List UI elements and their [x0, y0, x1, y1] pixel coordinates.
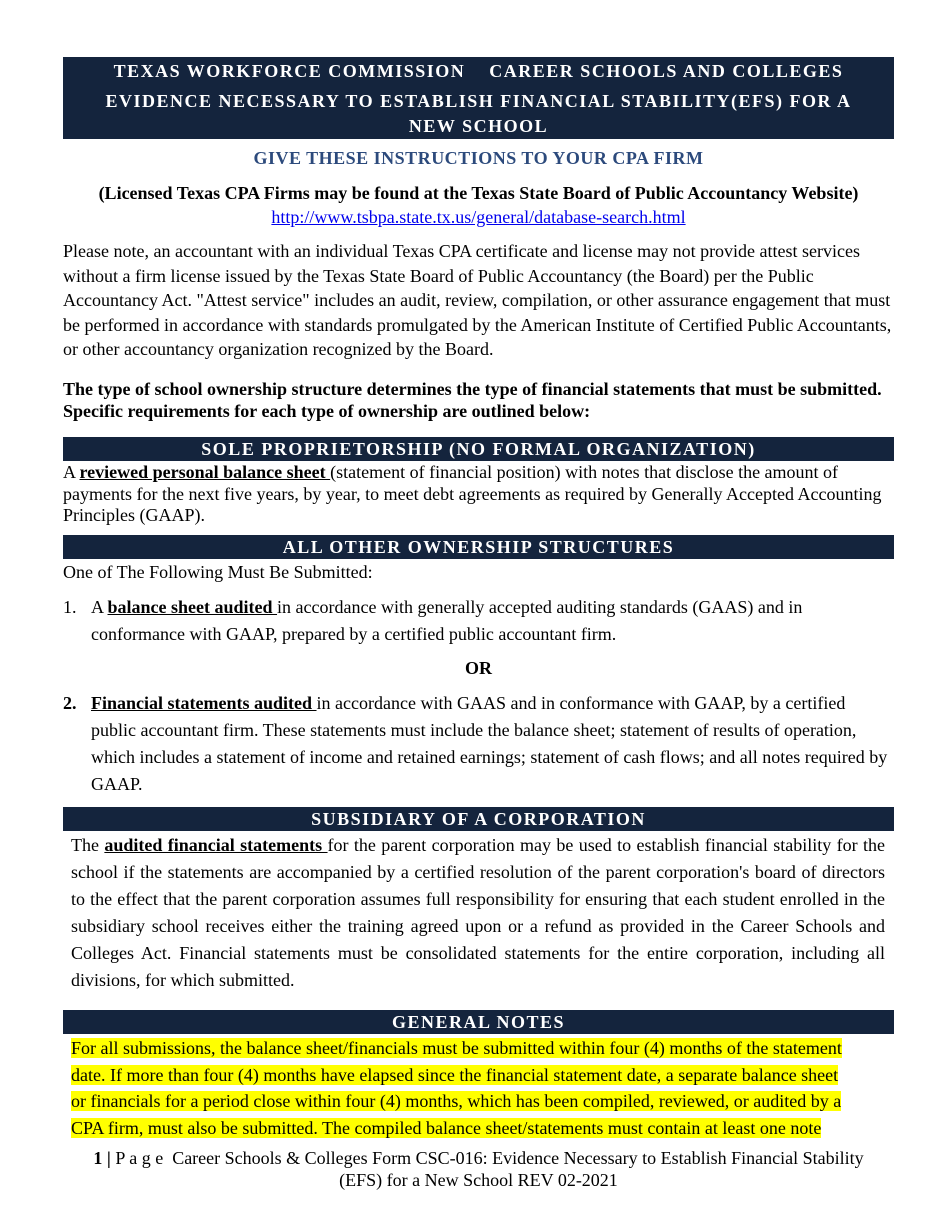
header-line-1: TEXAS WORKFORCE COMMISSION CAREER SCHOOLS AND COLLEGES [113, 61, 844, 81]
general-line-4: CPA firm, must also be submitted. The compiled balance sheet/statements must contain at least one note [71, 1117, 822, 1138]
footer-form-title: Career Schools & Colleges Form CSC-016: Evidence Necessary to Establish Financial Stability [163, 1148, 864, 1168]
instructions-heading: GIVE THESE INSTRUCTIONS TO YOUR CPA FIRM [253, 148, 704, 168]
item-2-emph: Financial statements audited [91, 693, 317, 713]
please-note-paragraph: Please note, an accountant with an individual Texas CPA certificate and license may not provide attest services without a firm license issued by the Texas State Board of Public Accountancy (the Board) per the Public Accountancy Act. "Attest service" includes an audit, review, compilation, or other assurance engagement that must be performed in accordance with standards promulgated by the American Institute of Certified Public Accountants, or other accountancy organization recognized by the Board. [63, 241, 892, 359]
item-2-post: in accordance with GAAS and in conformance with GAAP, by a certified public accountant firm. These statements must include the balance sheet; statement of results of operation, which includes a statement of income and retained earnings; statement of cash flows; and all notes required by GAAP. [91, 693, 888, 794]
page-number: 1 [93, 1148, 103, 1168]
item-1-paragraph [91, 594, 881, 648]
ownership-intro: The type of school ownership structure determines the type of financial statements that must be submitted. Specific requirements for each type of ownership are outlined below: [63, 379, 882, 421]
item-2-paragraph [91, 690, 891, 798]
item-1-number: 1. [63, 597, 77, 617]
sole-emph: reviewed personal balance sheet [79, 462, 331, 482]
item-1-emph: balance sheet audited [107, 597, 278, 617]
cpa-website-link[interactable]: http://www.tsbpa.state.tx.us/general/database-search.html [271, 207, 686, 227]
sole-paragraph [63, 462, 895, 527]
page-word: P a g e [115, 1148, 164, 1168]
sole-post: (statement of financial position) with notes that disclose the amount of payments for the next five years, by year, to meet debt agreements as required by Generally Accepted Accounting Principles (GAAP). [63, 462, 882, 525]
subsidiary-emph: audited financial statements [104, 835, 328, 855]
item-2-number: 2. [63, 693, 77, 713]
general-line-3: or financials for a period close within four (4) months, which has been compiled, reviewed, or audited by a [71, 1091, 842, 1111]
other-ownership-heading [63, 535, 894, 559]
item-1-pre: A [91, 597, 108, 617]
sole-pre: A [63, 462, 80, 482]
page-footer [0, 1147, 950, 1191]
footer-line-1 [0, 1147, 950, 1169]
header-line-2: EVIDENCE NECESSARY TO ESTABLISH FINANCIAL STABILITY(EFS) FOR A NEW SCHOOL [105, 91, 852, 136]
sole-proprietorship-heading [63, 437, 894, 461]
subsidiary-paragraph [71, 832, 885, 994]
header-banner [63, 57, 894, 139]
general-notes-heading [63, 1010, 894, 1034]
other-intro: One of The Following Must Be Submitted: [63, 562, 373, 582]
cpa-link-row [0, 205, 950, 229]
footer-line-2: (EFS) for a New School REV 02-2021 [339, 1170, 618, 1190]
general-heading-text: GENERAL NOTES [391, 1012, 566, 1032]
general-line-1: For all submissions, the balance sheet/financials must be submitted within four (4) months of the statement [71, 1038, 842, 1058]
subsidiary-heading-text: SUBSIDIARY OF A CORPORATION [311, 809, 646, 829]
subsidiary-post: for the parent corporation may be used to establish financial stability for the school if the statements are accompanied by a certified resolution of the parent corporation's board of directors to the effect that the parent corporation assumes full responsibility for ensuring that each student enrolled in the subsidiary school receives either the training agreed upon or a refund as provided in the Career Schools and Colleges Act. Financial statements must be consolidated statements for the entire corporation, including all divisions, for which submitted. [71, 835, 886, 990]
general-line-2: date. If more than four (4) months have elapsed since the financial statement date, a separate balance sheet [71, 1064, 839, 1085]
page-separator: | [102, 1148, 116, 1168]
sole-heading-text: SOLE PROPRIETORSHIP (NO FORMAL ORGANIZATION) [201, 439, 756, 459]
general-notes-paragraph [71, 1035, 901, 1141]
subsidiary-heading [63, 807, 894, 831]
item-1-post: in accordance with generally accepted auditing standards (GAAS) and in conformance with GAAP, prepared by a certified public accountant firm. [91, 597, 803, 644]
other-heading-text: ALL OTHER OWNERSHIP STRUCTURES [282, 537, 675, 557]
subsidiary-pre: The [71, 835, 105, 855]
cpa-note: (Licensed Texas CPA Firms may be found at the Texas State Board of Public Accountancy Website) [98, 183, 859, 203]
or-separator: OR [465, 658, 492, 678]
